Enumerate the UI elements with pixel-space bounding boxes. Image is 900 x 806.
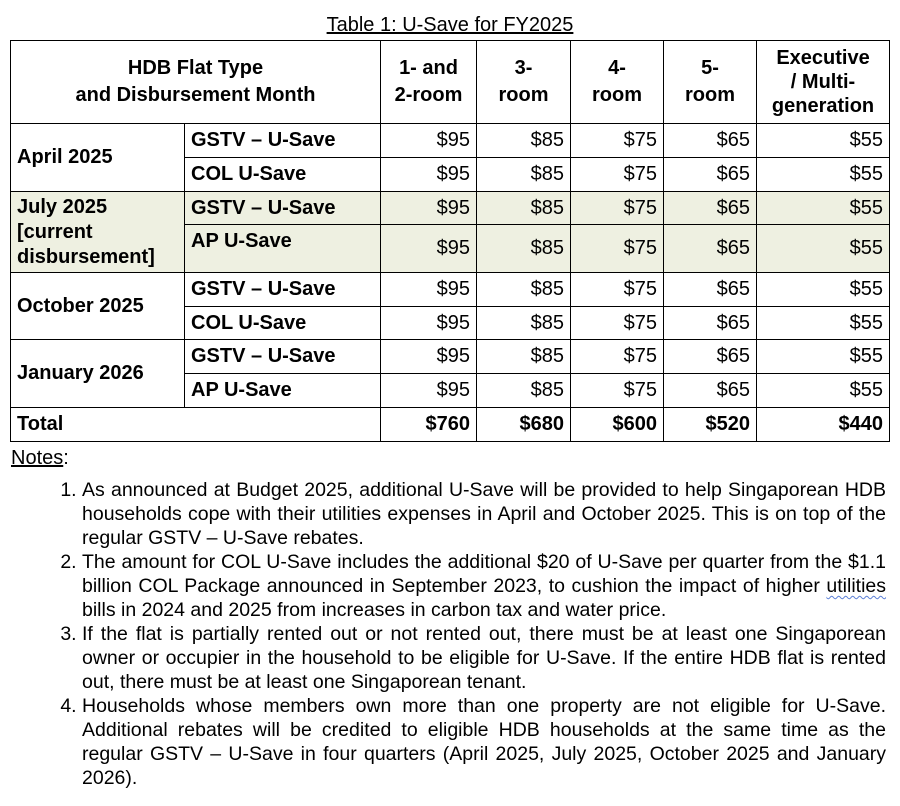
- amount-cell: $75: [571, 192, 664, 225]
- amount-cell: $65: [664, 307, 757, 340]
- col-header-4-room: [571, 41, 664, 124]
- amount-cell: $95: [381, 273, 477, 307]
- rebate-type-cell: GSTV – U-Save: [185, 192, 381, 225]
- amount-cell: $75: [571, 124, 664, 158]
- table-row: [11, 340, 890, 374]
- amount-cell: $95: [381, 374, 477, 408]
- note-text: The amount for COL U-Save includes the additional $20 of U-Save per quarter from the $1.1 billion COL Package announced in September 2023, to cushion the impact of higher: [82, 551, 886, 597]
- month-line: [current: [17, 220, 93, 243]
- note-item: 4. Households whose members own more than one property are not eligible for U-Save. Additional rebates will be credited to eligible HDB households at the same time as the regular GSTV – U-Save in four quarters (April 2025, July 2025, October 2025 and January 2026).: [82, 694, 886, 790]
- amount-cell: $65: [664, 340, 757, 374]
- amount-cell: $95: [381, 124, 477, 158]
- header-line: room: [685, 84, 736, 106]
- amount-cell: $65: [664, 192, 757, 225]
- month-line: disbursement]: [17, 245, 155, 268]
- total-cell: $760: [381, 408, 477, 442]
- total-cell: $520: [664, 408, 757, 442]
- notes-heading: [11, 447, 69, 470]
- amount-cell: $75: [571, 225, 664, 273]
- note-text: bills in 2024 and 2025 from increases in carbon tax and water price.: [82, 599, 667, 621]
- total-row: [11, 408, 890, 442]
- header-line: and Disbursement Month: [75, 84, 316, 106]
- amount-cell: $95: [381, 158, 477, 192]
- month-cell-current: [11, 192, 185, 273]
- amount-cell: $75: [571, 374, 664, 408]
- note-item: 3. If the flat is partially rented out or not rented out, there must be at least one Singaporean owner or occupier in the household to be eligible for U-Save. If the entire HDB flat is rented out, there must be at least one Singaporean tenant.: [82, 622, 886, 694]
- spellcheck-marked-word: utilities: [826, 575, 886, 597]
- amount-cell: $65: [664, 158, 757, 192]
- note-item: [82, 550, 886, 622]
- amount-cell: $65: [664, 374, 757, 408]
- amount-cell: $75: [571, 158, 664, 192]
- amount-cell: $85: [477, 307, 571, 340]
- header-row: [11, 41, 890, 124]
- rebate-type-cell: GSTV – U-Save: [185, 124, 381, 158]
- amount-cell: $55: [757, 225, 890, 273]
- rebate-type-cell: COL U-Save: [185, 307, 381, 340]
- note-item: 1. As announced at Budget 2025, additional U-Save will be provided to help Singaporean HDB households cope with their utilities expenses in April and October 2025. This is on top of the regular GSTV – U-Save rebates.: [82, 478, 886, 550]
- total-label: Total: [11, 408, 381, 442]
- header-line: 5-: [701, 57, 719, 79]
- amount-cell: $85: [477, 124, 571, 158]
- rebate-type-cell: COL U-Save: [185, 158, 381, 192]
- notes-list: [0, 478, 886, 790]
- header-line: 1- and: [399, 57, 458, 79]
- flat-type-header: [11, 41, 381, 124]
- amount-cell: $75: [571, 273, 664, 307]
- amount-cell: $55: [757, 192, 890, 225]
- rebate-type-cell: AP U-Save: [185, 225, 381, 273]
- header-line: 3-: [514, 57, 533, 79]
- month-cell: January 2026: [11, 340, 185, 408]
- amount-cell: $55: [757, 340, 890, 374]
- rebate-type-cell: AP U-Save: [185, 374, 381, 408]
- month-line: July 2025: [17, 195, 108, 218]
- notes-heading-colon: :: [63, 447, 69, 469]
- amount-cell: $85: [477, 340, 571, 374]
- amount-cell: $85: [477, 192, 571, 225]
- month-cell: April 2025: [11, 124, 185, 192]
- total-cell: $440: [757, 408, 890, 442]
- col-header-3-room: [477, 41, 571, 124]
- header-line: room: [498, 84, 549, 106]
- rebate-type-cell: GSTV – U-Save: [185, 340, 381, 374]
- month-cell: October 2025: [11, 273, 185, 340]
- amount-cell: $65: [664, 225, 757, 273]
- amount-cell: $85: [477, 158, 571, 192]
- amount-cell: $85: [477, 273, 571, 307]
- table-row: [11, 124, 890, 158]
- amount-cell: $85: [477, 374, 571, 408]
- header-line: HDB Flat Type: [127, 57, 264, 79]
- header-line: Executive: [776, 47, 870, 69]
- amount-cell: $55: [757, 374, 890, 408]
- amount-cell: $75: [571, 307, 664, 340]
- amount-cell: $55: [757, 307, 890, 340]
- amount-cell: $65: [664, 273, 757, 307]
- u-save-table: [10, 40, 890, 442]
- header-line: room: [592, 84, 643, 106]
- table-row: [11, 273, 890, 307]
- col-header-1-2-room: [381, 41, 477, 124]
- amount-cell: $95: [381, 192, 477, 225]
- col-header-executive: [757, 41, 890, 124]
- col-header-5-room: [664, 41, 757, 124]
- header-line: generation: [771, 95, 875, 117]
- total-cell: $600: [571, 408, 664, 442]
- amount-cell: $85: [477, 225, 571, 273]
- amount-cell: $65: [664, 124, 757, 158]
- header-line: 4-: [608, 57, 626, 79]
- rebate-type-cell: GSTV – U-Save: [185, 273, 381, 307]
- table-caption: Table 1: U-Save for FY2025: [326, 14, 574, 36]
- amount-cell: $55: [757, 158, 890, 192]
- total-cell: $680: [477, 408, 571, 442]
- amount-cell: $95: [381, 307, 477, 340]
- header-line: 2-room: [394, 84, 463, 106]
- table-row-highlighted: [11, 192, 890, 225]
- notes-heading-text: Notes: [11, 447, 64, 469]
- amount-cell: $55: [757, 124, 890, 158]
- amount-cell: $55: [757, 273, 890, 307]
- amount-cell: $95: [381, 340, 477, 374]
- amount-cell: $95: [381, 225, 477, 273]
- amount-cell: $75: [571, 340, 664, 374]
- header-line: / Multi-: [790, 71, 856, 93]
